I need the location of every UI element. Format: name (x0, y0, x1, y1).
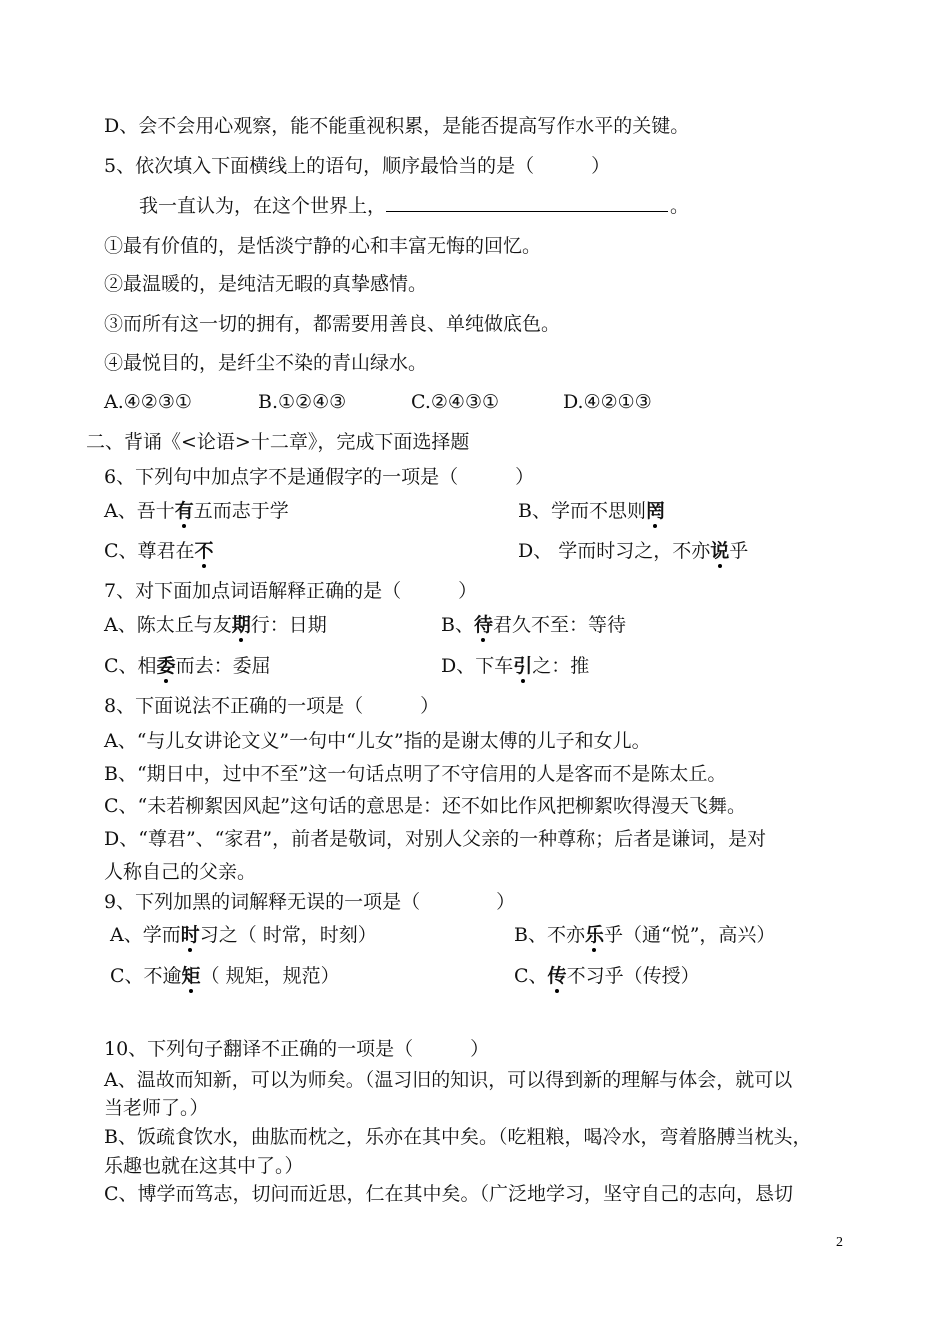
q7-c-dotted-char: 委 (156, 655, 176, 677)
q7-d-dotted-char: 引 (513, 655, 533, 677)
q9-d-text-end: 不习乎（传授） (566, 965, 700, 987)
q9-option-a (110, 921, 377, 949)
q9-c-text: C、不逾 (110, 965, 182, 987)
q9-option-d (514, 962, 700, 990)
page-number: 2 (836, 1235, 843, 1250)
q7-option-b (441, 611, 626, 639)
q9-d-text: C、 (514, 965, 548, 987)
q9-b-text: B、不亦 (514, 924, 585, 946)
q7-b-dotted-char: 待 (473, 614, 493, 636)
q8-option-d-line1: D、“尊君”、“家君”，前者是敬词，对别人父亲的一种尊称；后者是谦词，是对 (104, 828, 767, 850)
q7-a-text: A、陈太丘与友 (104, 614, 232, 636)
q6-a-text-end: 五而志于学 (193, 500, 289, 522)
q6-stem: 6、下列句中加点字不是通假字的一项是（ ） (104, 466, 535, 488)
fill-in-blank (386, 193, 668, 212)
q6-option-b (518, 497, 665, 525)
q5-option-b: B.①②④③ (258, 391, 347, 413)
q9-a-dotted-char: 时 (180, 924, 200, 946)
q6-option-c (104, 537, 214, 565)
q6-a-dotted-char: 有 (174, 500, 194, 522)
section-2-title: 二、背诵《<论语>十二章》，完成下面选择题 (86, 431, 470, 453)
q6-b-dotted-char: 罔 (645, 500, 665, 522)
q6-c-dotted-char: 不 (194, 540, 214, 562)
q5-stem: 5、依次填入下面横线上的语句，顺序最恰当的是（ ） (104, 155, 611, 177)
q5-sentence (139, 192, 689, 220)
q6-option-d (518, 537, 748, 565)
q7-option-d (441, 652, 589, 680)
q6-d-dotted-char: 说 (710, 540, 730, 562)
q9-a-text-end: 习之（ 时常，时刻） (199, 924, 377, 946)
q7-stem: 7、对下面加点词语解释正确的是（ ） (104, 580, 478, 602)
q9-option-c (110, 962, 340, 990)
q7-a-dotted-char: 期 (231, 614, 251, 636)
q9-b-dotted-char: 乐 (584, 924, 604, 946)
q8-option-a: A、“与儿女讲论文义”一句中“儿女”指的是谢太傅的儿子和女儿。 (104, 730, 651, 752)
q6-a-text: A、吾十 (104, 500, 175, 522)
q7-d-text-end: 之：推 (532, 655, 590, 677)
q7-d-text: D、下车 (441, 655, 514, 677)
q5-item-2: ②最温暖的，是纯洁无暇的真挚感情。 (104, 273, 428, 295)
q8-option-d-line2: 人称自己的父亲。 (104, 861, 257, 883)
q9-c-dotted-char: 矩 (181, 965, 201, 987)
q10-option-b-line2: 乐趣也就在这其中了。） (104, 1155, 304, 1177)
q5-item-4: ④最悦目的，是纤尘不染的青山绿水。 (104, 352, 428, 374)
q7-b-text: B、 (441, 614, 474, 636)
q7-option-a (104, 611, 327, 639)
q9-option-b (514, 921, 775, 949)
q7-c-text-end: 而去：委屈 (175, 655, 271, 677)
q7-option-c (104, 652, 271, 680)
q5-sentence-text: 我一直认为，在这个世界上， (139, 195, 387, 217)
q10-option-b-line1: B、饭疏食饮水，曲肱而枕之，乐亦在其中矣。（吃粗粮，喝冷水，弯着胳膊当枕头， (104, 1126, 812, 1148)
q9-stem: 9、下列加黑的词解释无误的一项是（ ） (104, 891, 516, 913)
q5-sentence-end: 。 (670, 195, 690, 217)
q9-a-text: A、学而 (110, 924, 181, 946)
q5-option-d: D.④②①③ (563, 391, 652, 413)
q6-c-text: C、尊君在 (104, 540, 195, 562)
q8-stem: 8、下面说法不正确的一项是（ ） (104, 695, 440, 717)
q7-b-text-end: 君久不至：等待 (492, 614, 626, 636)
q6-d-text: D、 学而时习之，不亦 (518, 540, 711, 562)
q10-option-c-line1: C、博学而笃志，切问而近思，仁在其中矣。（广泛地学习，坚守自己的志向，恳切 (104, 1183, 794, 1205)
q5-option-a: A.④②③① (104, 391, 192, 413)
q8-option-b: B、“期日中，过中不至”这一句话点明了不守信用的人是客而不是陈太丘。 (104, 763, 727, 785)
q10-option-a-line1: A、温故而知新，可以为师矣。（温习旧的知识，可以得到新的理解与体会，就可以 (104, 1069, 793, 1091)
q9-c-text-end: （ 规矩，规范） (200, 965, 340, 987)
q8-option-c: C、“未若柳絮因风起”这句话的意思是：还不如比作风把柳絮吹得漫天飞舞。 (104, 795, 746, 817)
q9-b-text-end: 乎（通“悦”，高兴） (603, 924, 776, 946)
q7-c-text: C、相 (104, 655, 157, 677)
q5-option-c: C.②④③① (411, 391, 500, 413)
q4-option-d: D、会不会用心观察，能不能重视积累，是能否提高写作水平的关键。 (104, 115, 690, 137)
q10-stem: 10、下列句子翻译不正确的一项是（ ） (104, 1038, 490, 1060)
q7-a-text-end: 行：日期 (250, 614, 327, 636)
q9-d-dotted-char: 传 (547, 965, 567, 987)
q5-item-1: ①最有价值的，是恬淡宁静的心和丰富无悔的回忆。 (104, 235, 542, 257)
q6-d-text-end: 乎 (729, 540, 749, 562)
q6-option-a (104, 497, 289, 525)
q6-b-text: B、学而不思则 (518, 500, 646, 522)
q10-option-a-line2: 当老师了。） (104, 1097, 209, 1119)
q5-item-3: ③而所有这一切的拥有，都需要用善良、单纯做底色。 (104, 313, 561, 335)
